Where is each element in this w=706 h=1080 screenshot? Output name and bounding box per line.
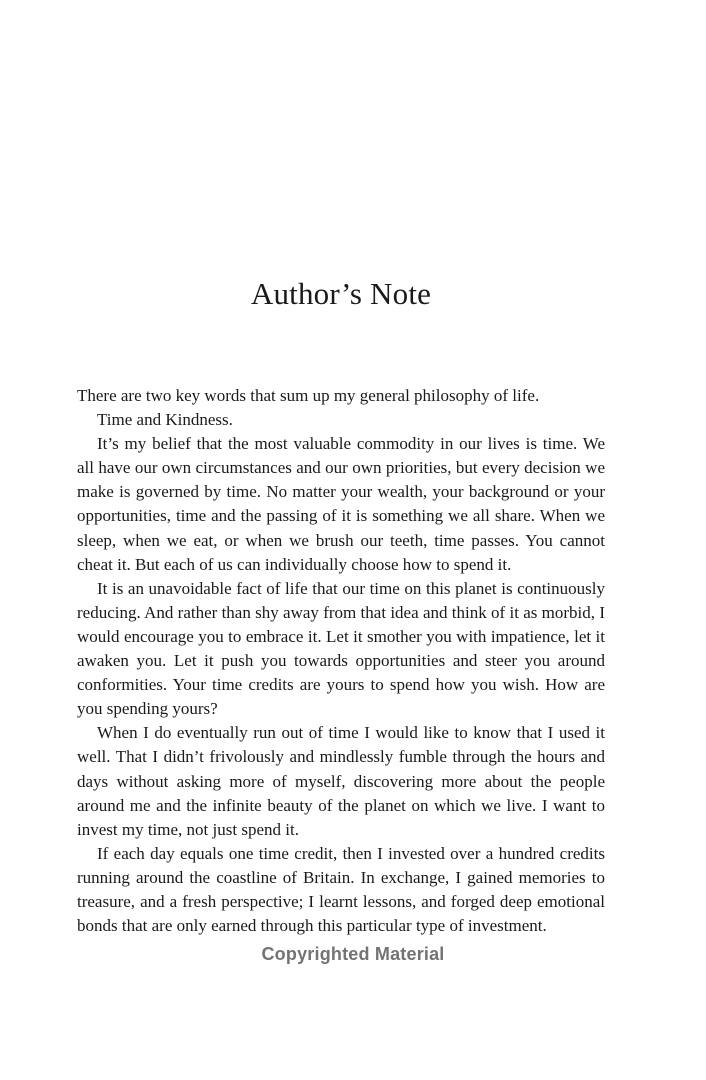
- paragraph: It’s my belief that the most valuable commodity in our lives is time. We all have our own circumstances and our own priorities, but every decision we make is governed by time. No matter your wealth, your background or your opportunities, time and the passing of it is something we all share. When we sleep, when we eat, or when we brush our teeth, time passes. You cannot cheat it. But each of us can individually choose how to spend it.: [77, 434, 605, 574]
- copyright-watermark: Copyrighted Material: [261, 944, 445, 964]
- paragraph: Time and Kindness.: [97, 410, 233, 430]
- paragraph: When I do eventually run out of time I would like to know that I used it well. That I didn’t frivolously and mindlessly fumble through the hours and days without asking more of myself, discovering more about the people around me and the infinite beauty of the planet on which we live. I want to invest my time, not just spend it.: [77, 723, 605, 839]
- paragraph: It is an unavoidable fact of life that our time on this planet is continuously reducing. And rather than shy away from that idea and think of it as morbid, I would encourage you to embrace it. Let it smother you with impatience, let it awaken you. Let it push you towards opportunities and steer you around conformities. Your time credits are yours to spend how you wish. How are you spending yours?: [77, 578, 605, 719]
- paragraph: If each day equals one time credit, then I invested over a hundred credits running around the coastline of Britain. In exchange, I gained memories to treasure, and a fresh perspective; I learnt lessons, and forged deep emotional bonds that are only earned through this particular type of investment.: [77, 843, 605, 936]
- body-text: [77, 384, 605, 938]
- page-title: Author’s Note: [250, 276, 432, 311]
- paragraph: There are two key words that sum up my general philosophy of life.: [77, 386, 540, 405]
